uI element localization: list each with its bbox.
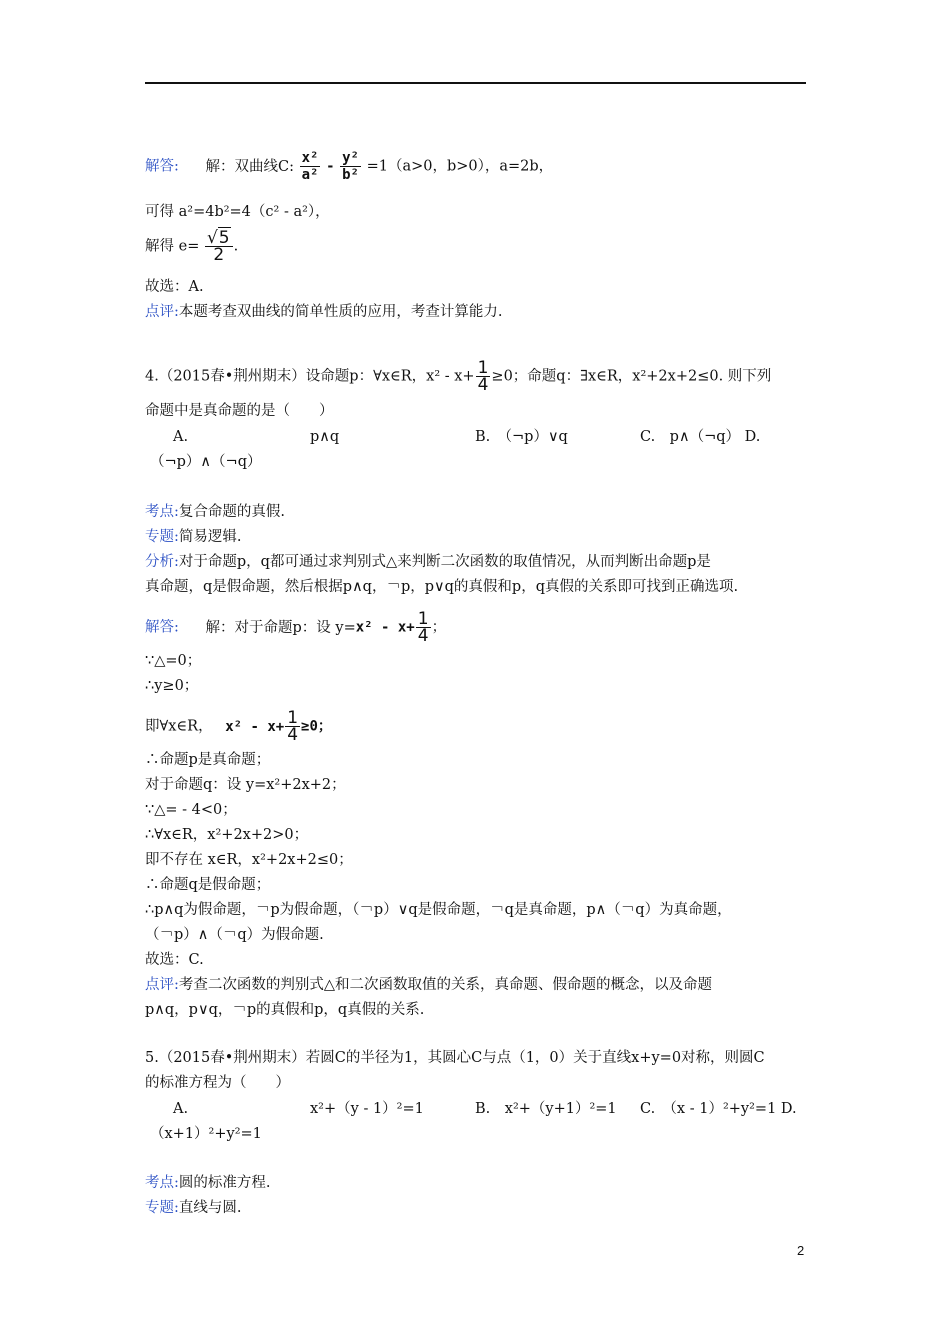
q5-point: 考点:圆的标准方程. xyxy=(145,1175,271,1191)
q4-comment-line1: 点评:考查二次函数的判别式△和二次函数取值的关系，真命题、假命题的概念，以及命题 xyxy=(145,977,713,993)
q4-analysis-line1: 分析:对于命题p，q都可通过求判别式△来判断二次函数的取值情况，从而判断出命题p是 xyxy=(145,554,711,570)
q4-answer-line4: 即∀x∈R， x² - x+ $\frac{1}{4}$ ≥0； xyxy=(145,708,332,745)
page-number: 2 xyxy=(797,1243,805,1258)
fraction-sqrt5-2: $\frac{√5}{2}$ xyxy=(205,230,233,263)
q4-answer-line8: ∴∀x∈R，x²+2x+2>0； xyxy=(145,827,309,843)
q4-point: 考点:复合命题的真假. xyxy=(145,504,285,520)
header-rule xyxy=(145,82,806,84)
fraction-1-4: $\frac{1}{4}$ xyxy=(477,358,489,395)
q3-answer-line2: 可得 a²=4b²=4（c² - a²）， xyxy=(145,204,330,220)
q4-option-b: B. （¬p）∨q xyxy=(475,429,568,445)
q5-option-b: B. x²+（y+1）²=1 xyxy=(475,1101,617,1117)
q3-comment: 点评:本题考查双曲线的简单性质的应用，考查计算能力. xyxy=(145,304,503,320)
q4-answer-line12: （￢p）∧（￢q）为假命题. xyxy=(145,927,324,943)
q4-comment-line2: p∧q，p∨q，￢p的真假和p，q真假的关系. xyxy=(145,1002,425,1018)
q4-answer-line3: ∴y≥0； xyxy=(145,678,199,694)
q4-stem-line2: 命题中是真命题的是（ ） xyxy=(145,403,334,419)
q5-option-c: C. （x - 1）²+y²=1 D. xyxy=(640,1101,797,1117)
q4-answer-line13: 故选：C. xyxy=(145,952,204,968)
q4-option-a: p∧q xyxy=(310,429,340,445)
q4-answer-line2: ∵△=0； xyxy=(145,653,202,669)
q4-answer-line6: 对于命题q：设 y=x²+2x+2； xyxy=(145,777,346,793)
q4-stem-line1: 4.（2015春•荆州期末）设命题p：∀x∈R，x² - x+ $\frac{1}{4}$ ≥0；命题q：∃x∈R，x²+2x+2≤0. 则下列 xyxy=(145,358,772,395)
q5-stem-line2: 的标准方程为（ ） xyxy=(145,1075,290,1091)
q4-topic: 专题:简易逻辑. xyxy=(145,529,242,545)
q4-answer-line11: ∴p∧q为假命题，￢p为假命题，（￢p）∨q是假命题，￢q是真命题，p∧（￢q）为真命题， xyxy=(145,902,732,918)
q3-choice: 故选：A. xyxy=(145,279,204,295)
fraction-y2-b2: $\frac{\text{y²}}{\text{b²}}$ xyxy=(342,150,359,183)
q5-option-a: x²+（y - 1）²=1 xyxy=(310,1101,424,1117)
q3-answer-line1: 解答: 解：双曲线C: $\frac{\text{x²}}{\text{a²}}$ - $\frac{\text{y²}}{\text{b²}}$ =1（a>0，b>0），a=2b， xyxy=(145,150,554,183)
q4-answer-line1: 解答: 解：对于命题p：设 y=x² - x+ $\frac{1}{4}$ ； xyxy=(145,609,447,646)
answer-label: 解答: xyxy=(145,158,179,175)
q5-option-a-label: A. xyxy=(173,1101,189,1117)
q4-option-d: （¬p）∧（¬q） xyxy=(150,454,262,470)
q4-answer-line5: ∴命题p是真命题； xyxy=(145,752,271,768)
q4-option-a-label: A. xyxy=(173,429,189,445)
q4-analysis-line2: 真命题，q是假命题，然后根据p∧q，￢p，p∨q的真假和p，q真假的关系即可找到正确选项. xyxy=(145,579,739,595)
q5-topic: 专题:直线与圆. xyxy=(145,1200,242,1216)
fraction-x2-a2: $\frac{\text{x²}}{\text{a²}}$ xyxy=(301,150,319,183)
q3-answer-line3: 解得 e= $\frac{√5}{2}$ . xyxy=(145,228,239,265)
q5-stem-line1: 5.（2015春•荆州期末）若圆C的半径为1，其圆心C与点（1，0）关于直线x+y=0对称，则圆C xyxy=(145,1050,765,1066)
q4-answer-line7: ∵△= - 4<0； xyxy=(145,802,237,818)
q4-answer-line9: 即不存在 x∈R，x²+2x+2≤0； xyxy=(145,852,353,868)
q4-answer-line10: ∴命题q是假命题； xyxy=(145,877,271,893)
q5-option-d: （x+1）²+y²=1 xyxy=(150,1126,262,1142)
q4-option-c: C. p∧（¬q） D. xyxy=(640,429,761,445)
